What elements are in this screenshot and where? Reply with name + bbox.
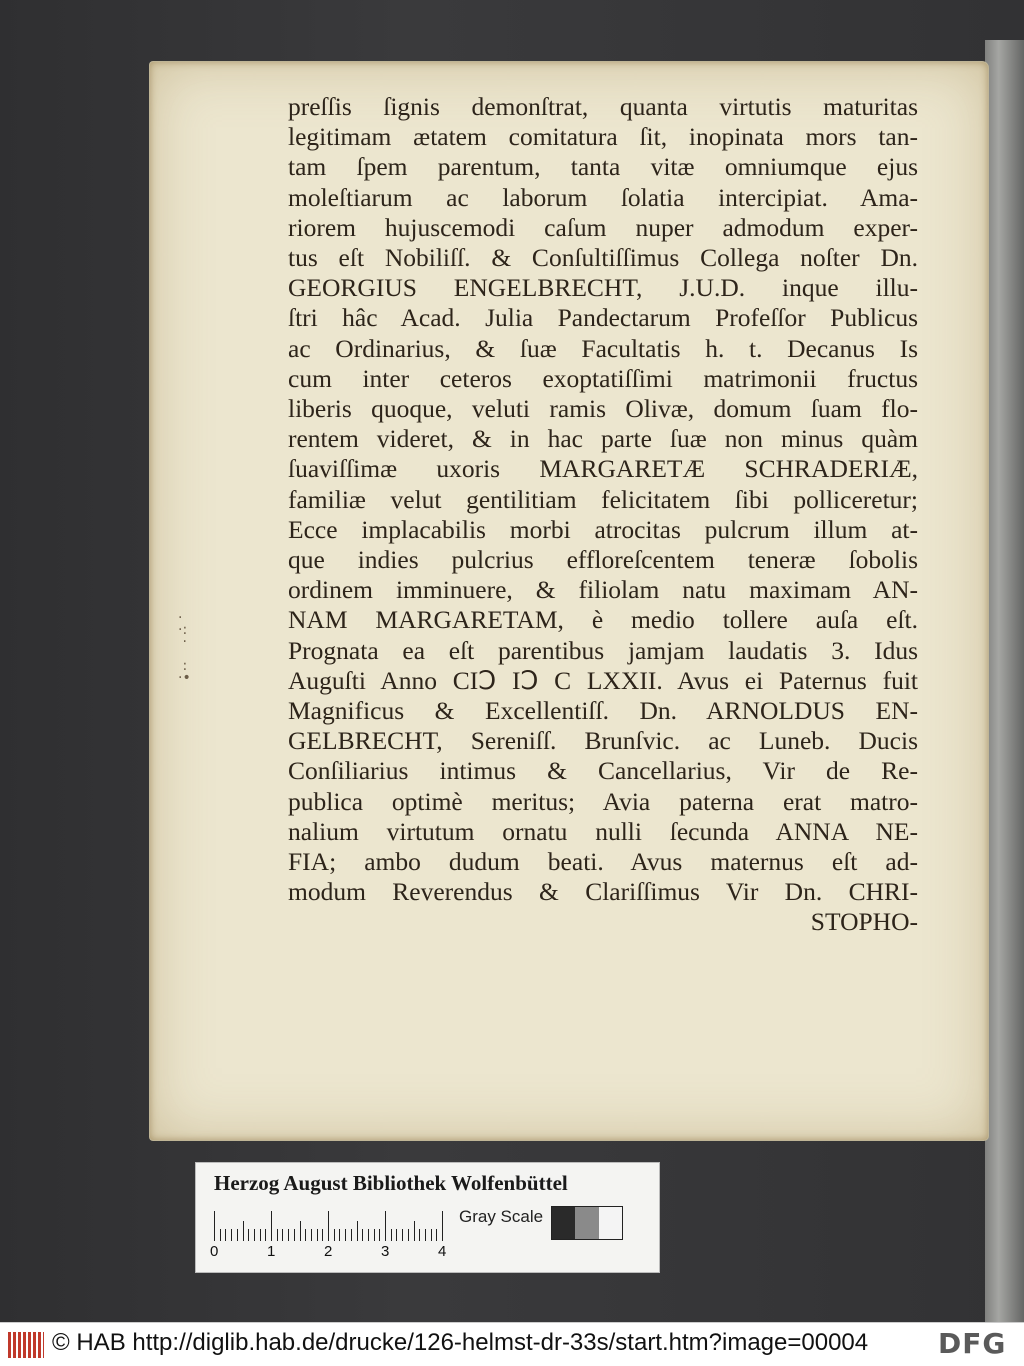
ruler-tick (385, 1211, 386, 1241)
ruler-number: 3 (381, 1243, 390, 1260)
text-line: preſſis ſignis demonſtrat, quanta virtutis maturitas (288, 92, 918, 121)
text-line: NAM MARGARETAM, è medio tollere auſa eſt. (288, 605, 918, 635)
ruler-tick (260, 1229, 261, 1241)
ruler-tick (248, 1229, 249, 1241)
text-line: liberis quoque, veluti ramis Olivæ, domum ſuam flo- (288, 394, 918, 424)
ruler-tick (265, 1229, 266, 1241)
text-line: Ecce implacabilis morbi atrocitas pulcrum illum at- (288, 514, 918, 544)
ruler-tick (374, 1229, 375, 1241)
text-line: legitimam ætatem comitatura ſit, inopinata mors tan- (288, 122, 918, 152)
ruler-tick (288, 1229, 289, 1241)
ruler-tick (402, 1229, 403, 1241)
ruler-tick (305, 1229, 306, 1241)
margin-ink-marks: · ·: · : ·• (178, 610, 191, 686)
ruler-tick (220, 1229, 221, 1241)
grayscale-label: Gray Scale (459, 1207, 544, 1226)
ruler-tick (311, 1229, 312, 1241)
grayscale-swatch (575, 1207, 598, 1239)
ruler-tick (271, 1211, 272, 1241)
text-line: familiæ velut gentilitiam felicitatem ſibi polliceretur; (288, 484, 918, 514)
ruler-tick (442, 1211, 443, 1241)
book-spine-edge (985, 40, 1024, 1322)
text-line: que indies pulcrius effloreſcentem teneræ ſobolis (288, 545, 918, 575)
ruler-tick (317, 1229, 318, 1241)
ruler-tick (368, 1229, 369, 1241)
page-text-block (288, 92, 918, 938)
text-line: publica optimè meritus; Avia paterna erat matro- (288, 786, 918, 816)
text-line: riorem hujuscemodi caſum nuper admodum exper- (288, 212, 918, 242)
text-line: ſuaviſſimæ uxoris MARGARETÆ SCHRADERIÆ, (288, 454, 918, 484)
grayscale-swatch (552, 1207, 575, 1239)
ruler-tick (225, 1229, 226, 1241)
ruler-tick (396, 1229, 397, 1241)
ruler-tick (328, 1211, 329, 1241)
library-label-card (195, 1162, 660, 1273)
ruler-number: 0 (210, 1243, 219, 1260)
ruler-tick (243, 1221, 244, 1241)
text-line: GEORGIUS ENGELBRECHT, J.U.D. inque illu- (288, 273, 918, 303)
ruler-tick (425, 1229, 426, 1241)
text-line: ordinem imminuere, & filiolam natu maximam AN- (288, 575, 918, 605)
text-line: nalium virtutum ornatu nulli ſecunda ANNA NE- (288, 816, 918, 846)
ruler-tick (339, 1229, 340, 1241)
ruler-tick (431, 1229, 432, 1241)
ruler-tick (322, 1229, 323, 1241)
library-name: Herzog August Bibliothek Wolfenbüttel (214, 1171, 568, 1195)
text-line: cum inter ceteros exoptatiſſimi matrimonii fructus (288, 363, 918, 393)
ruler-tick (277, 1229, 278, 1241)
text-line: ſtri hâc Acad. Julia Pandectarum Profeſſor Publicus (288, 303, 918, 333)
grayscale-swatch (599, 1207, 622, 1239)
ruler-tick (351, 1229, 352, 1241)
ruler-number: 1 (267, 1243, 276, 1260)
catchword: STOPHO- (810, 907, 918, 937)
ruler-tick (334, 1229, 335, 1241)
ruler-tick (357, 1221, 358, 1241)
ruler-tick (436, 1229, 437, 1241)
ruler-tick (231, 1229, 232, 1241)
ruler-tick (408, 1229, 409, 1241)
ruler-tick (379, 1229, 380, 1241)
grayscale-bar (551, 1206, 623, 1240)
footer-url-text: © HAB http://diglib.hab.de/drucke/126-helmst-dr-33s/start.htm?image=00004 (52, 1329, 869, 1356)
text-line: Magnificus & Excellentiſſ. Dn. ARNOLDUS EN- (288, 696, 918, 726)
ruler-tick (254, 1229, 255, 1241)
ruler-tick (345, 1229, 346, 1241)
text-line: FIA; ambo dudum beati. Avus maternus eſt ad- (288, 847, 918, 877)
footer-bar (0, 1322, 1024, 1366)
ruler-tick (294, 1229, 295, 1241)
text-line: rentem videret, & in hac parte ſuæ non minus quàm (288, 424, 918, 454)
text-line: modum Reverendus & Clariſſimus Vir Dn. CHRI- (288, 877, 918, 907)
hab-logo-icon (8, 1332, 44, 1358)
ruler-tick (282, 1229, 283, 1241)
text-line: Prognata ea eſt parentibus jamjam laudatis 3. Idus (288, 635, 918, 665)
measurement-ruler (214, 1209, 446, 1241)
ruler-number: 4 (438, 1243, 447, 1260)
text-line: tus eſt Nobiliſſ. & Conſultiſſimus Collega noſter Dn. (288, 243, 918, 273)
text-line: tam ſpem parentum, tanta vitæ omniumque ejus (288, 152, 918, 182)
ruler-tick (237, 1229, 238, 1241)
ruler-tick (419, 1229, 420, 1241)
text-line: GELBRECHT, Sereniſſ. Brunſvic. ac Luneb. Ducis (288, 726, 918, 756)
text-line: moleſtiarum ac laborum ſolatia intercipiat. Ama- (288, 182, 918, 212)
ruler-tick (391, 1229, 392, 1241)
dfg-logo: DFG (938, 1327, 1007, 1360)
ruler-tick (300, 1221, 301, 1241)
ruler-tick (214, 1211, 215, 1241)
text-line: Auguſti Anno CIↃ IↃ C LXXII. Avus ei Paternus fuit (288, 665, 918, 695)
ruler-tick (362, 1229, 363, 1241)
ruler-tick (414, 1221, 415, 1241)
ruler-number: 2 (324, 1243, 333, 1260)
text-line: Conſiliarius intimus & Cancellarius, Vir de Re- (288, 756, 918, 786)
text-line: ac Ordinarius, & ſuæ Facultatis h. t. Decanus Is (288, 333, 918, 363)
